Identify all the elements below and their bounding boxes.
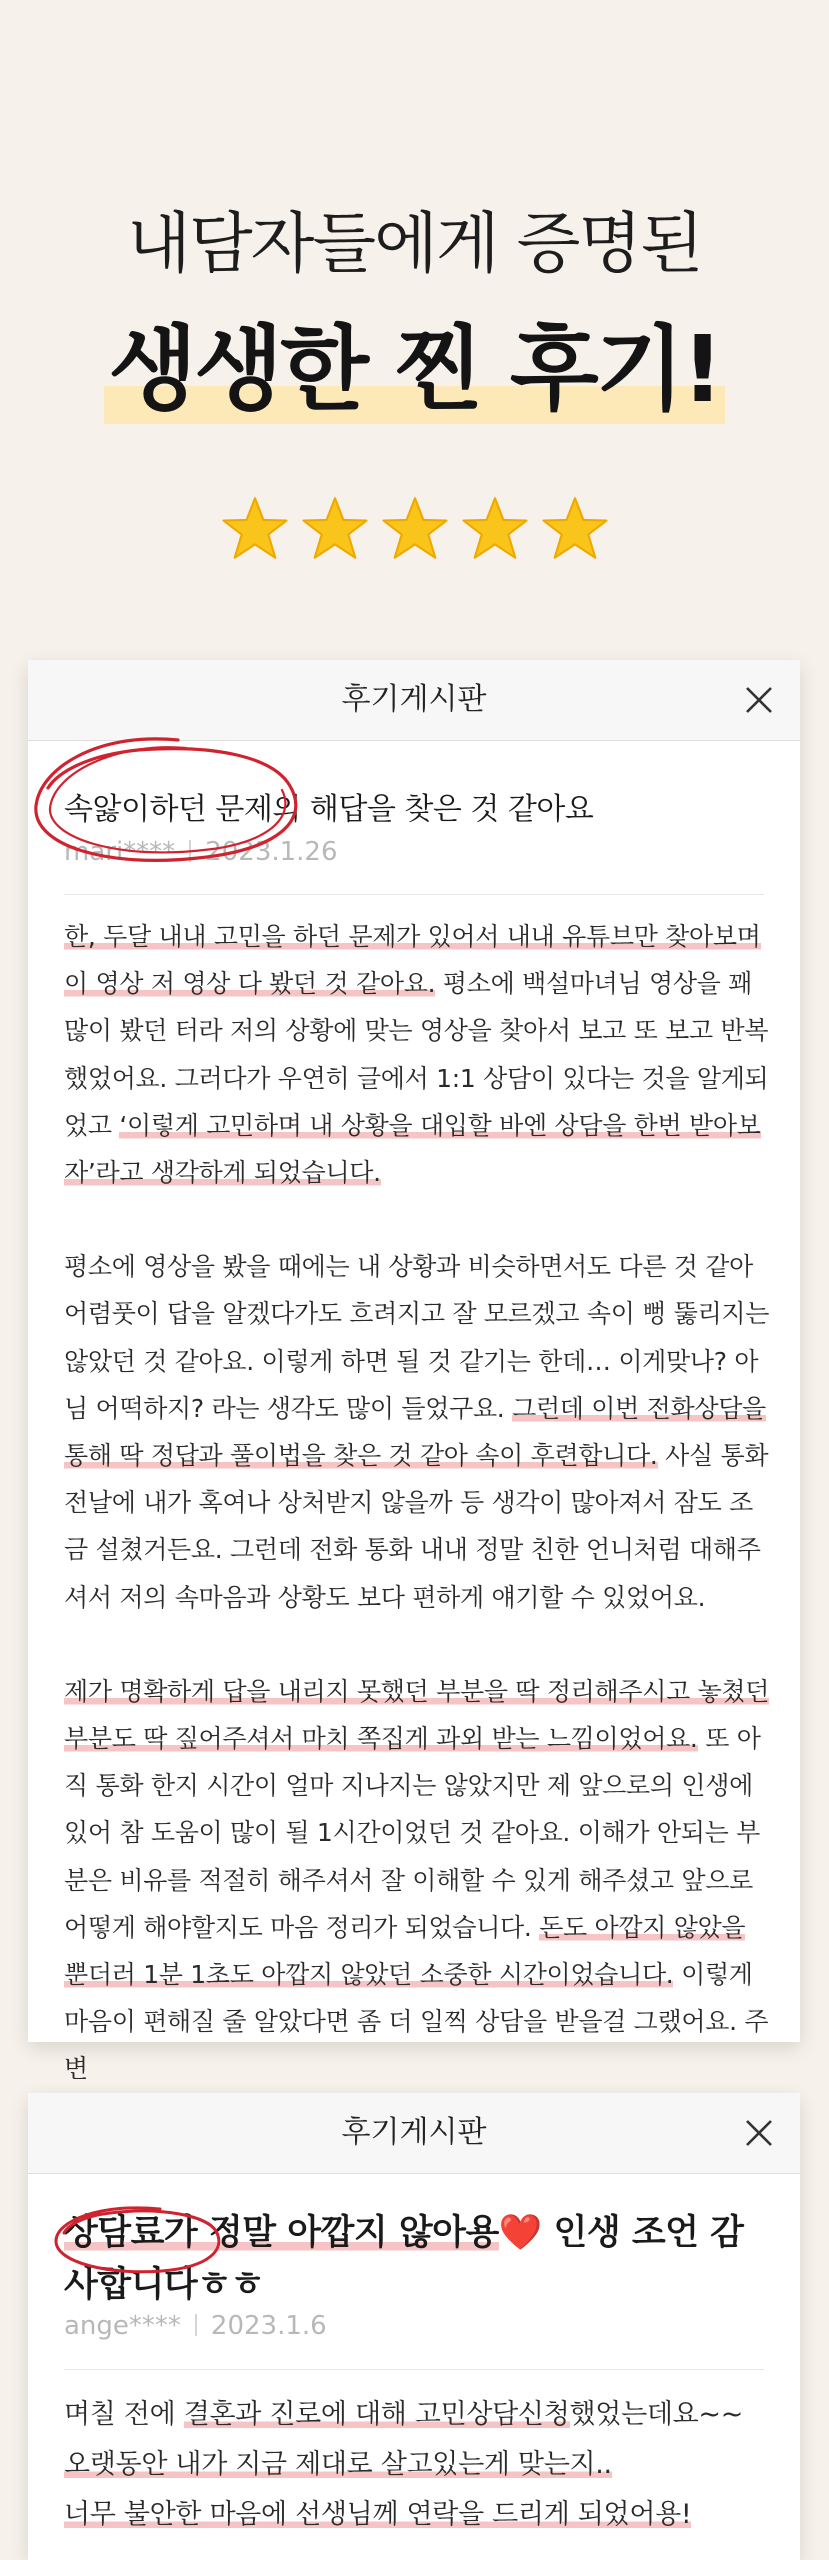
review-line: [64, 2440, 776, 2490]
review-meta: [64, 2311, 327, 2341]
star-icon: [300, 494, 370, 564]
underlined-text: 상담료가 정말 아깝지 않아용: [64, 2213, 499, 2253]
underlined-text: 한, 두달 내내 고민을 하던 문제가 있어서 내내 유튜브만 찾아보며 이 영상 저 영상 다 봤던 것 같아요.: [64, 922, 761, 999]
text-segment: 했었는데요~~: [569, 2399, 744, 2430]
text-segment: 이렇게 마음이 편해질 줄 알았다면 좀 더 일찍 상담을 받을걸 그랬어요. 주변: [64, 1960, 769, 2084]
review-title: 속앓이하던 문제의 해답을 찾은 것 같아요: [64, 792, 594, 827]
text-segment: 평소에 백설마녀님 영상을 꽤 많이 봤던 터라 저의 상황에 맞는 영상을 찾아서 보고 또 보고 반복했었어요. 그러다가 우연히 글에서 1:1 상담이 있다는 것을 알게되었고: [64, 969, 769, 1140]
close-icon[interactable]: [742, 2116, 776, 2150]
review-card: [28, 2093, 800, 2560]
meta-separator: [189, 840, 191, 862]
review-date: 2023.1.6: [210, 2311, 327, 2341]
underlined-text: 돈도 아깝지 않았을 뿐더러 1분 1초도 아깝지 않았던 소중한 시간이었습니다.: [64, 1912, 746, 1990]
star-icon: [220, 494, 290, 564]
star-icon: [460, 494, 530, 564]
review-card: [28, 660, 800, 2084]
underlined-text: ‘이렇게 고민하며 내 상황을 대입할 바엔 상담을 한번 받아보자’라고 생각하게 되었습니다.: [64, 1110, 761, 1188]
hero-title: [98, 296, 730, 428]
review-meta: [64, 837, 338, 867]
review-board-header: [28, 660, 800, 741]
review-line: [64, 2490, 776, 2540]
review-paragraph: [64, 1668, 776, 2093]
star-icon: [380, 494, 450, 564]
review-board-title: 후기게시판: [341, 2115, 487, 2150]
text-segment: 평소에 영상을 봤을 때에는 내 상황과 비슷하면서도 다른 것 같아 어렴풋이 답을 알겠다가도 흐려지고 잘 모르겠고 속이 뻥 뚫리지는 않았던 것 같아요. 이렇게 하면 될 것 같기는 한데… 이게맞나? 아님 어떡하지? 라는 생각도 많이 들었구요.: [64, 1252, 770, 1423]
underlined-text: 결혼과 진로에 대해 고민상담신청: [183, 2399, 570, 2430]
meta-separator: [195, 2314, 197, 2336]
title-divider: [64, 894, 764, 895]
close-icon[interactable]: [742, 683, 776, 717]
rating-stars: [0, 494, 829, 568]
hero-section: [0, 0, 829, 640]
review-author: ange****: [64, 2311, 181, 2341]
review-date: 2023.1.26: [205, 837, 338, 867]
review-board-title: 후기게시판: [341, 682, 487, 717]
text-segment: 사실 통화 전날에 내가 혹여나 상처받지 않을까 등 생각이 많아져서 잠도 조금 설쳤거든요. 그런데 전화 통화 내내 정말 친한 언니처럼 대해주셔서 저의 속마음과 상황도 보다 편하게 얘기할 수 있었어요.: [64, 1441, 769, 1612]
underlined-text: 제가 명확하게 답을 내리지 못했던 부분을 딱 정리해주시고 놓쳤던 부분도 딱 짚어주셔서 마치 쪽집게 과외 받는 느낌이었어요.: [64, 1676, 770, 1754]
review-title: [64, 2207, 774, 2311]
hero-subtitle: 내담자들에게 증명된: [127, 205, 702, 282]
review-paragraph: [64, 913, 776, 1196]
underlined-text: 너무 불안한 마음에 선생님께 연락을 드리게 되었어용!: [64, 2499, 692, 2530]
review-body: [64, 913, 776, 2140]
review-author: mari****: [64, 837, 176, 867]
hero-title-wrap: [0, 296, 829, 428]
review-line: [64, 2390, 776, 2440]
star-icon: [540, 494, 610, 564]
text-segment: 며칠 전에: [64, 2399, 184, 2430]
review-body: [64, 2390, 776, 2540]
review-paragraph: [64, 1243, 776, 1621]
underlined-text: 오랫동안 내가 지금 제대로 살고있는게 맞는지..: [64, 2449, 612, 2480]
underlined-text: 그런데 이번 전화상담을 통해 딱 정답과 풀이법을 찾은 것 같아 속이 후련합니다.: [64, 1393, 766, 1471]
text-segment: 또 아직 통화 한지 시간이 얼마 지나지는 않았지만 제 앞으로의 인생에 있어 참 도움이 많이 될 1시간이었던 것 같아요. 이해가 안되는 부분은 비유를 적절히 해주셔서 잘 이해할 수 있게 해주셨고 앞으로 어떻게 해야할지도 마음 정리가 되었습니다.: [64, 1724, 761, 1942]
hero-title-text: 생생한 찐 후기!: [108, 316, 721, 423]
review-board-header: [28, 2093, 800, 2174]
title-divider: [64, 2369, 764, 2370]
text-segment: ❤️ 인생 조언 감사합니다ㅎㅎ: [64, 2213, 744, 2305]
